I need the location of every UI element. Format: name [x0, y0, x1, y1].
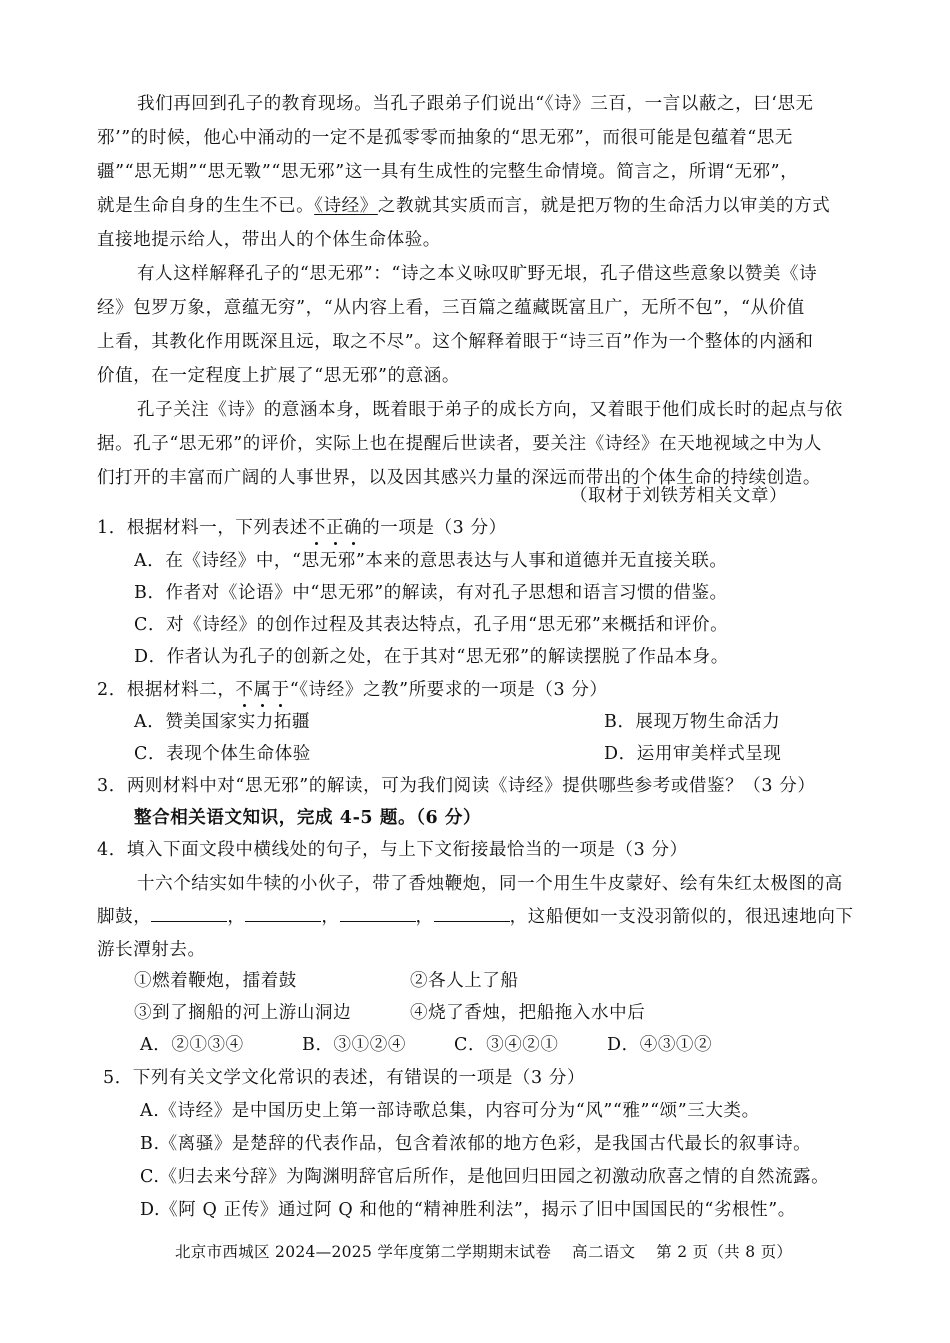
passage-line: 直接地提示给人，带出人的个体生命体验。	[97, 230, 441, 250]
passage-line: 经》包罗万象，意蕴无穷”，“从内容上看，三百篇之蕴藏既富且广，无所不包”，“从价值	[97, 298, 805, 318]
q4-option-a[interactable]: A．②①③④	[140, 1035, 244, 1055]
passage-text: 脚鼓，	[97, 907, 152, 927]
page-footer: 北京市西城区 2024—2025 学年度第二学期期末试卷 高二语文 第 2 页（共 8 页）	[175, 1243, 793, 1261]
passage-line	[97, 194, 830, 218]
q4-passage-line	[97, 905, 854, 929]
passage-line: 据。孔子“思无邪”的评价，实际上也在提醒后世读者，要关注《诗经》在天地视域之中为人	[97, 434, 822, 454]
q4-option-c[interactable]: C．③④②①	[454, 1035, 559, 1055]
q2-options-row	[134, 742, 894, 766]
q5-option-b[interactable]: B.《离骚》是楚辞的代表作品，包含着浓郁的地方色彩，是我国古代最长的叙事诗。	[140, 1134, 812, 1154]
passage-line: 孔子关注《诗》的意涵本身，既着眼于弟子的成长方向，又着眼于他们成长时的起点与依	[137, 400, 843, 420]
question-4-stem: 4．填入下面文段中横线处的句子，与上下文衔接最恰当的一项是（3 分）	[97, 840, 688, 860]
q4-passage-line: 十六个结实如牛犊的小伙子，带了香烛鞭炮，同一个用生牛皮蒙好、绘有朱红太极图的高	[137, 874, 843, 894]
q4-item-3: ③到了搁船的河上游山洞边	[134, 1003, 352, 1023]
q4-items-row	[134, 1001, 894, 1025]
comma: ，	[415, 907, 434, 927]
question-5-stem: 5．下列有关文学文化常识的表述，有错误的一项是（3 分）	[103, 1068, 586, 1088]
q2-option-a[interactable]: A．赞美国家实力拓疆	[134, 712, 311, 732]
q2-option-c[interactable]: C．表现个体生命体验	[134, 744, 311, 764]
passage-line: 疆”“思无期”“思无斁”“思无邪”这一具有生成性的完整生命情境。简言之，所谓“无邪”，	[97, 162, 799, 182]
emphasis-char: 于	[271, 680, 290, 700]
q2-option-b[interactable]: B．展现万物生命活力	[604, 712, 781, 732]
passage-text: 之教就其实质而言，就是把万物的生命活力以审美的方式	[377, 196, 831, 216]
q1-option-a[interactable]: A．在《诗经》中，“思无邪”本来的意思表达与人事和道德并无直接关联。	[134, 551, 728, 571]
comma: ，	[227, 907, 246, 927]
q4-option-b[interactable]: B．③①②④	[302, 1035, 406, 1055]
source-attribution: （取材于刘铁芳相关文章）	[570, 486, 788, 506]
passage-line: 有人这样解释孔子的“思无邪”：“诗之本义咏叹旷野无垠，孔子借这些意象以赞美《诗	[137, 264, 818, 284]
passage-line: 价值，在一定程度上扩展了“思无邪”的意涵。	[97, 366, 460, 386]
q4-item-2: ②各人上了船	[410, 971, 519, 991]
q4-item-4: ④烧了香烛，把船拖入水中后	[410, 1003, 646, 1023]
q4-options-row	[140, 1033, 900, 1057]
emphasis-char: 确	[344, 518, 363, 538]
answer-blank[interactable]	[151, 907, 227, 922]
emphasis-char: 属	[253, 680, 272, 700]
emphasis-char: 不	[307, 518, 326, 538]
question-2-stem	[97, 678, 608, 702]
q4-items-row	[134, 969, 894, 993]
q1-option-c[interactable]: C．对《诗经》的创作过程及其表达特点，孔子用“思无邪”来概括和评价。	[134, 615, 729, 635]
q2-options-row	[134, 710, 894, 734]
q1-option-b[interactable]: B．作者对《论语》中“思无邪”的解读，有对孔子思想和语言习惯的借鉴。	[134, 583, 728, 603]
q5-option-c[interactable]: C.《归去来兮辞》为陶渊明辞官后所作，是他回归田园之初激动欣喜之情的自然流露。	[140, 1167, 830, 1187]
q4-passage-line: 游长潭射去。	[97, 940, 206, 960]
q5-option-d[interactable]: D.《阿 Q 正传》通过阿 Q 和他的“精神胜利法”，揭示了旧中国国民的“劣根性”。	[140, 1200, 796, 1220]
passage-text: ，这船便如一支没羽箭似的，很迅速地向下	[509, 907, 854, 927]
q2-option-d[interactable]: D．运用审美样式呈现	[604, 744, 782, 764]
emphasis-char: 不	[235, 680, 254, 700]
passage-text: 就是生命自身的生生不已。	[97, 196, 315, 216]
q1-option-d[interactable]: D．作者认为孔子的创新之处，在于其对“思无邪”的解读摆脱了作品本身。	[134, 647, 729, 667]
passage-line: 邪’”的时候，他心中涌动的一定不是孤零零而抽象的“思无邪”，而很可能是包蕴着“思无	[97, 128, 793, 148]
q4-item-1: ①燃着鞭炮，擂着鼓	[134, 971, 297, 991]
underlined-title: 《诗经》	[314, 196, 378, 216]
passage-line: 我们再回到孔子的教育现场。当孔子跟弟子们说出“《诗》三百，一言以蔽之，曰‘思无	[137, 94, 814, 114]
answer-blank[interactable]	[245, 907, 321, 922]
section-heading: 整合相关语文知识，完成 4-5 题。（6 分）	[134, 808, 482, 828]
q4-option-d[interactable]: D．④③①②	[607, 1035, 713, 1055]
stem-text: “《诗经》之教”所要求的一项是（3 分）	[289, 680, 608, 700]
answer-blank[interactable]	[434, 907, 510, 922]
stem-text: 的一项是（3 分）	[362, 518, 507, 538]
comma: ，	[321, 907, 340, 927]
answer-blank[interactable]	[340, 907, 416, 922]
question-3-stem: 3．两则材料中对“思无邪”的解读，可为我们阅读《诗经》提供哪些参考或借鉴？（3 分）	[97, 776, 816, 796]
question-1-stem	[97, 516, 507, 540]
q5-option-a[interactable]: A.《诗经》是中国历史上第一部诗歌总集，内容可分为“风”“雅”“颂”三大类。	[140, 1101, 760, 1121]
passage-line: 们打开的丰富而广阔的人事世界，以及因其感兴力量的深远而带出的个体生命的持续创造。	[97, 468, 821, 488]
stem-text: 2．根据材料二，	[97, 680, 236, 700]
passage-line: 上看，其教化作用既深且远，取之不尽”。这个解释着眼于“诗三百”作为一个整体的内涵和	[97, 332, 814, 352]
emphasis-char: 正	[325, 518, 345, 538]
stem-text: 1．根据材料一，下列表述	[97, 518, 308, 538]
